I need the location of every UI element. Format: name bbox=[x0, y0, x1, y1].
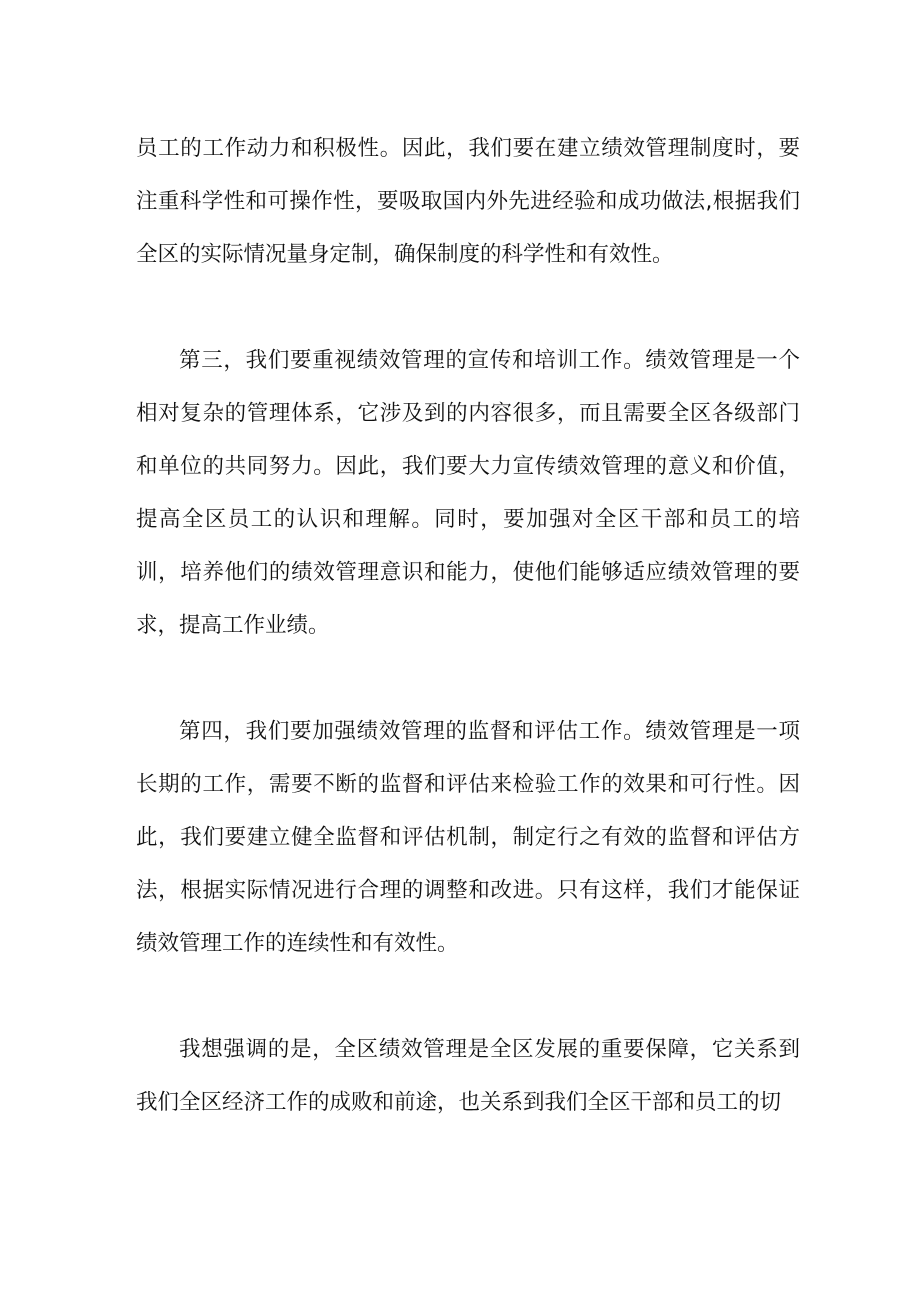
document-body bbox=[136, 122, 800, 1129]
paragraph-fourth-point: 第四，我们要加强绩效管理的监督和评估工作。绩效管理是一项长期的工作，需要不断的监督和评估来检验工作的效果和可行性。因此，我们要建立健全监督和评估机制，制定行之有效的监督和评估方法，根据实际情况进行合理的调整和改进。只有这样，我们才能保证绩效管理工作的连续性和有效性。 bbox=[136, 719, 800, 956]
paragraph-third-point: 第三，我们要重视绩效管理的宣传和培训工作。绩效管理是一个相对复杂的管理体系，它涉及到的内容很多，而且需要全区各级部门和单位的共同努力。因此，我们要大力宣传绩效管理的意义和价值，提高全区员工的认识和理解。同时，要加强对全区干部和员工的培训，培养他们的绩效管理意识和能力，使他们能够适应绩效管理的要求，提高工作业绩。 bbox=[136, 348, 800, 638]
paragraph-continuation: 员工的工作动力和积极性。因此，我们要在建立绩效管理制度时，要注重科学性和可操作性，要吸取国内外先进经验和成功做法,根据我们全区的实际情况量身定制，确保制度的科学性和有效性。 bbox=[136, 136, 800, 267]
paragraph-emphasis: 我想强调的是，全区绩效管理是全区发展的重要保障，它关系到我们全区经济工作的成败和前途，也关系到我们全区干部和员工的切 bbox=[136, 1037, 800, 1115]
